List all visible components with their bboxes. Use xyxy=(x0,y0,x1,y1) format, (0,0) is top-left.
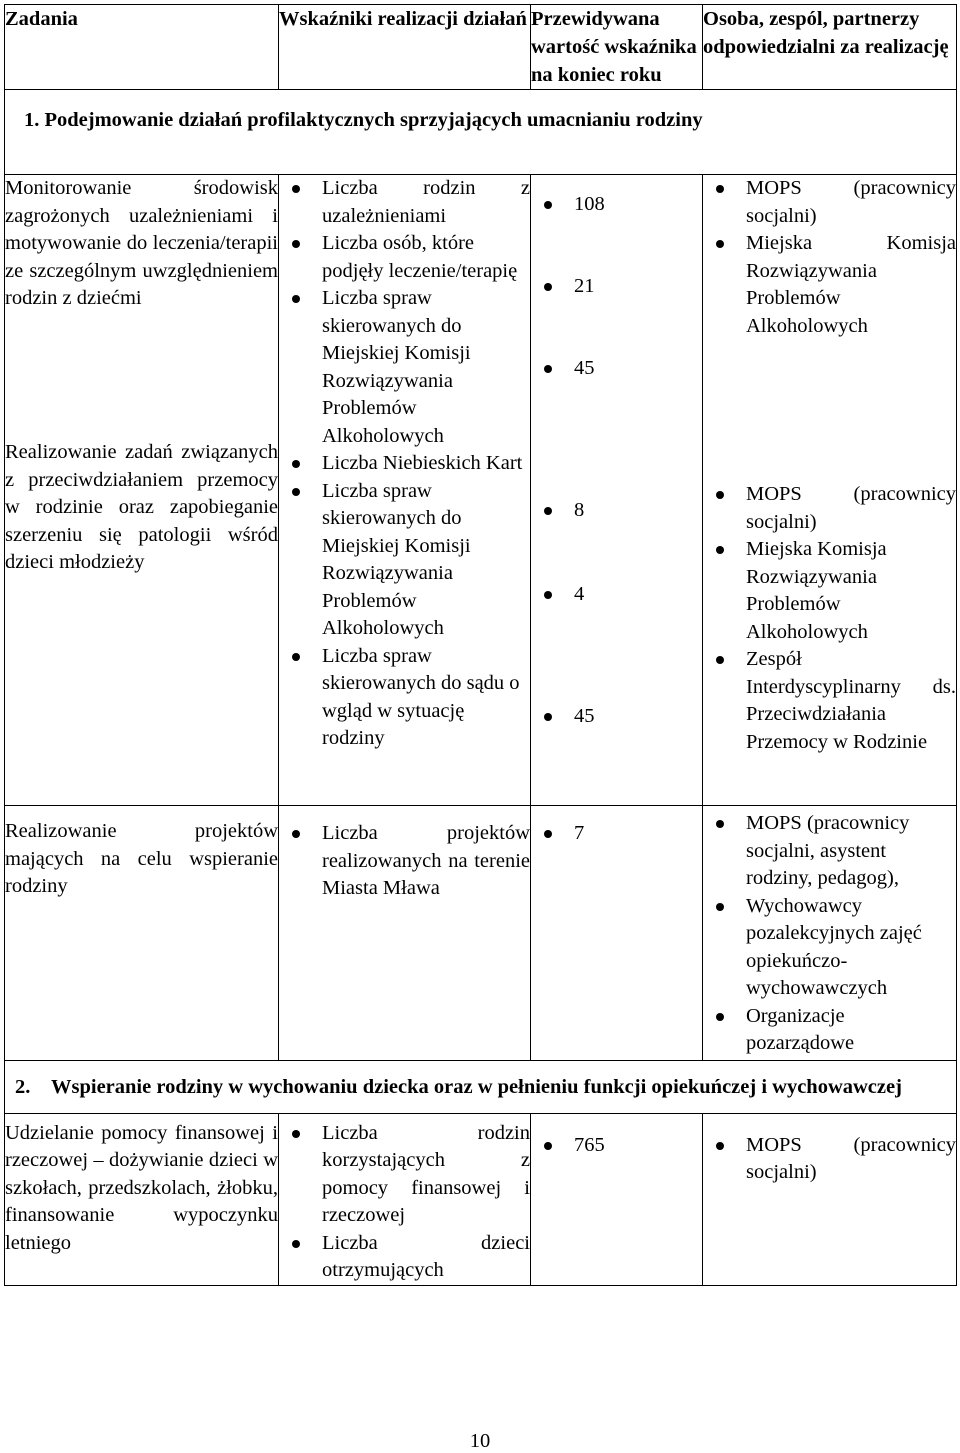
task-monitoring: Monitorowanie środowisk zagrożonych uzależnieniami i motywowanie do leczenia/terapii ze szczególnym uwzględnieniem rodzin z dziećmi xyxy=(5,177,278,309)
section2-title: Wspieranie rodziny w wychowaniu dziecka oraz w pełnieniu funkcji opiekuńczej i wychowawczej xyxy=(51,1075,902,1098)
section1-title: 1. Podejmowanie działań profilaktycznych sprzyjających umacnianiu rodziny xyxy=(24,109,703,131)
section1-responsible-cell xyxy=(703,175,957,806)
responsible-item: Miejska Komisja Rozwiązywania Problemów Alkoholowych xyxy=(703,536,956,646)
section2-number: 2. xyxy=(15,1075,31,1098)
header-responsible: Osoba, zespól, partnerzy odpowiedzialni za realizację xyxy=(703,5,957,90)
section1-data-row xyxy=(5,175,957,806)
indicator-list xyxy=(279,175,530,753)
support-responsible-cell xyxy=(703,1113,957,1285)
section2-cell xyxy=(5,1060,957,1113)
indicator-item: Liczba spraw skierowanych do Miejskiej Komisji Rozwiązywania Problemów Alkoholowych xyxy=(279,285,530,450)
support-indicator-list xyxy=(279,1120,530,1285)
projects-task-cell xyxy=(5,806,279,1061)
responsible-list-1 xyxy=(703,175,956,481)
value-item: 108 xyxy=(531,191,605,219)
projects-indicators-cell xyxy=(279,806,531,1061)
header-row xyxy=(5,5,957,90)
indicator-item: Liczba spraw skierowanych do sądu o wgląd w sytuację rodziny xyxy=(279,643,530,753)
indicator-item: Liczba osób, które podjęły leczenie/terapię xyxy=(279,230,530,285)
projects-responsible-list xyxy=(703,810,956,1058)
indicator-item: Liczba spraw skierowanych do Miejskiej Komisji Rozwiązywania Problemów Alkoholowych xyxy=(279,478,530,643)
responsible-item: MOPS (pracownicy socjalni) xyxy=(703,175,956,230)
indicator-item: Liczba projektów realizowanych na terenie Miasta Mława xyxy=(279,820,530,903)
support-row xyxy=(5,1113,957,1285)
support-responsible-list xyxy=(703,1132,956,1187)
section1-row xyxy=(5,90,957,175)
value-item: 45 xyxy=(531,355,595,383)
value-item: 8 xyxy=(531,497,584,525)
projects-indicator-list xyxy=(279,820,530,903)
responsible-item: Organizacje pozarządowe xyxy=(703,1003,956,1058)
responsible-item: MOPS (pracownicy socjalni) xyxy=(703,1132,956,1187)
page-number: 10 xyxy=(469,1430,491,1452)
support-task-cell xyxy=(5,1113,279,1285)
indicator-item: Liczba dzieci otrzymujących xyxy=(279,1230,530,1285)
responsible-item: Wychowawcy pozalekcyjnych zajęć opiekuńczo-wychowawczych xyxy=(703,893,956,1003)
responsible-item: Zespół Interdyscyplinarny ds. Przeciwdziałania Przemocy w Rodzinie xyxy=(703,646,956,756)
support-indicators-cell xyxy=(279,1113,531,1285)
support-values-cell xyxy=(531,1113,703,1285)
section1-tasks-cell xyxy=(5,175,279,806)
section1-values-cell xyxy=(531,175,703,806)
task-projects: Realizowanie projektów mających na celu wspieranie rodziny xyxy=(5,820,278,897)
task-financial-support: Udzielanie pomocy finansowej i rzeczowej – dożywianie dzieci w szkołach, przedszkolach, żłobku, finansowanie wypoczynku letniego xyxy=(5,1121,278,1254)
indicator-item: Liczba rodzin z uzależnieniami xyxy=(279,175,530,230)
responsible-item: Miejska Komisja Rozwiązywania Problemów Alkoholowych xyxy=(703,230,956,340)
responsible-list-2 xyxy=(703,481,956,756)
value-item: 4 xyxy=(531,581,584,609)
section1-cell xyxy=(5,90,957,175)
projects-value-list xyxy=(531,820,702,848)
support-value-list xyxy=(531,1132,702,1160)
value-item: 7 xyxy=(531,820,702,848)
projects-responsible-cell xyxy=(703,806,957,1061)
responsible-item: MOPS (pracownicy socjalni, asystent rodziny, pedagog), xyxy=(703,810,956,893)
projects-values-cell xyxy=(531,806,703,1061)
indicator-item: Liczba rodzin korzystających z pomocy finansowej i rzeczowej xyxy=(279,1120,530,1230)
header-indicators: Wskaźniki realizacji działań xyxy=(279,5,531,90)
value-item: 21 xyxy=(531,273,595,301)
value-list xyxy=(531,175,702,805)
section1-indicators-cell xyxy=(279,175,531,806)
plan-table xyxy=(4,4,957,1286)
section2-row xyxy=(5,1060,957,1113)
projects-row xyxy=(5,806,957,1061)
header-expected-value: Przewidywana wartość wskaźnika na koniec roku xyxy=(531,5,703,90)
value-item: 765 xyxy=(531,1132,702,1160)
indicator-item: Liczba Niebieskich Kart xyxy=(279,450,530,478)
task-violence-prevention: Realizowanie zadań związanych z przeciwdziałaniem przemocy w rodzinie oraz zapobieganie szerzeniu się patologii wśród dzieci młodzieży xyxy=(5,441,278,573)
responsible-item: MOPS (pracownicy socjalni) xyxy=(703,481,956,536)
value-item: 45 xyxy=(531,703,595,731)
header-tasks: Zadania xyxy=(5,5,279,90)
